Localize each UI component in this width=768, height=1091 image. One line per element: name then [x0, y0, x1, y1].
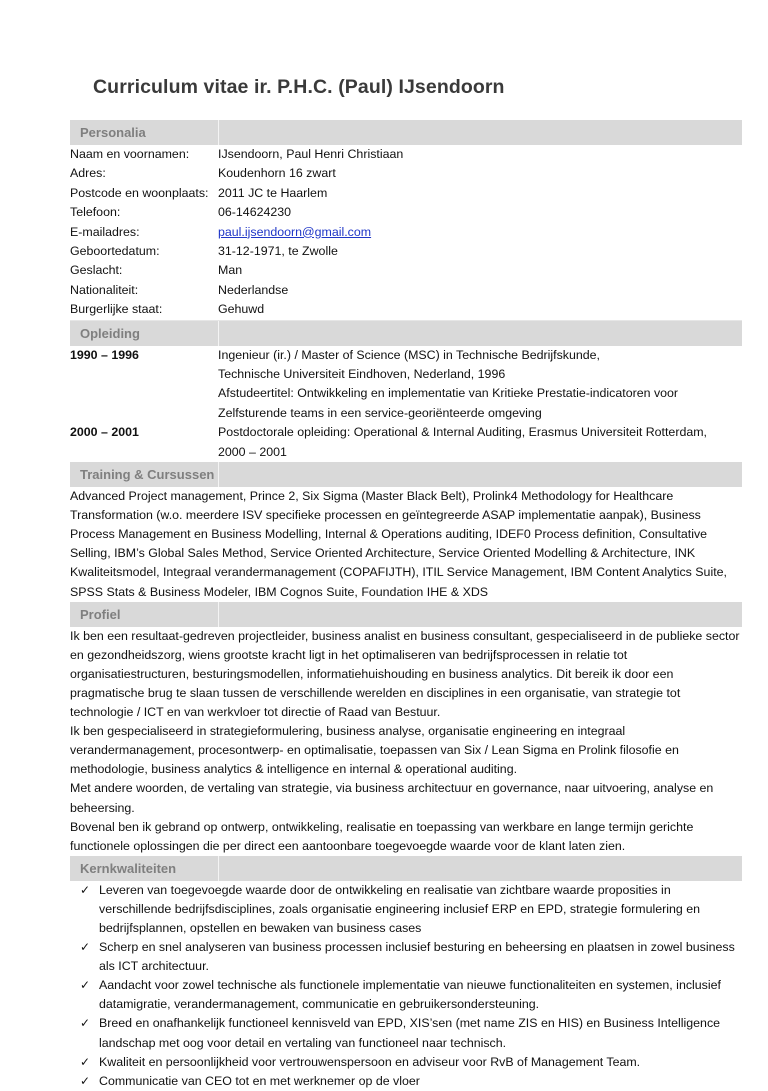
cv-document: [70, 120, 742, 1091]
education-line: Afstudeertitel: Ontwikkeling en implementatie van Kritieke Prestatie-indicatoren voor: [218, 386, 679, 401]
checkmark-icon: ✓: [80, 1016, 91, 1031]
checkmark-icon: ✓: [80, 1054, 91, 1069]
field-value: Man: [218, 263, 243, 278]
education-period: 2000 – 2001: [70, 425, 139, 440]
personalia-row-adres: [70, 164, 742, 183]
education-line: Zelfsturende teams in een service-georiënteerde omgeving: [218, 405, 542, 420]
personalia-row-geboortedatum: [70, 242, 742, 261]
list-item-text: Aandacht voor zowel technische als functionele implementatie van nieuwe functionaliteiten en systemen, inclusief datamigratie, verandermanagement, communicatie en gebruikersondersteuning.: [99, 978, 721, 1012]
core-qualities-list: [70, 881, 742, 1091]
field-value: Gehuwd: [218, 302, 265, 317]
education-line: Ingenieur (ir.) / Master of Science (MSC) in Technische Bedrijfskunde,: [218, 347, 600, 362]
field-label: Nationaliteit:: [70, 282, 139, 297]
personalia-row-postcode: [70, 184, 742, 203]
education-details: [218, 423, 742, 462]
section-heading-label: Personalia: [80, 125, 146, 140]
personalia-table: [70, 145, 742, 321]
personalia-row-nationaliteit: [70, 281, 742, 300]
education-entry: [70, 346, 742, 424]
section-heading-personalia: [70, 120, 742, 145]
field-value: IJsendoorn, Paul Henri Christiaan: [218, 147, 404, 161]
checkmark-icon: ✓: [80, 940, 91, 955]
list-item: [70, 976, 742, 1014]
list-item: [70, 1053, 742, 1072]
training-text: Advanced Project management, Prince 2, Six Sigma (Master Black Belt), Prolink4 Methodology for Healthcare Transformation (w.o. meerdere ISV specifieke processen en geïntegreerde ASAP implementatie aanpak), Business Process Management en Business Modelling, Internal & Operations auditing, IDEF0 Process definition, Consultative Selling, IBM’s Global Sales Method, Service Oriented Architecture, Service Oriented Modelling & Architecture, INK Kwaliteitsmodel, Integraal verandermanagement (COPAFIJTH), ITIL Service Management, IBM Content Analytics Suite, SPSS Stats & Business Modeler, IBM Cognos Suite, Foundation IHE & XDS: [70, 489, 727, 599]
list-item-text: Communicatie van CEO tot en met werknemer op de vloer: [99, 1073, 420, 1088]
personalia-row-geslacht: [70, 261, 742, 280]
education-line: Postdoctorale opleiding: Operational & Internal Auditing, Erasmus Universiteit Rotterdam,: [218, 425, 707, 440]
field-label: Geboortedatum:: [70, 244, 160, 259]
heading-divider: [218, 602, 219, 627]
field-value: 31-12-1971, te Zwolle: [218, 244, 338, 259]
field-label: Telefoon:: [70, 205, 121, 220]
section-heading-opleiding: [70, 321, 742, 346]
field-label: E-mailadres:: [70, 224, 140, 239]
field-value: 06-14624230: [218, 205, 292, 220]
list-item: [70, 938, 742, 976]
list-item: [70, 1014, 742, 1052]
field-label: Adres:: [70, 166, 106, 181]
heading-divider: [218, 856, 219, 881]
field-value: 2011 JC te Haarlem: [218, 185, 328, 200]
field-label: Burgerlijke staat:: [70, 302, 163, 317]
profile-paragraph: Ik ben gespecialiseerd in strategieformulering, business analyse, organisatie engineering en integraal verandermanagement, procesontwerp- en optimalisatie, toepassen van Six / Lean Sigma en Prolink filosofie en methodologie, business analytics & intelligence en internal & operational auditing.: [70, 724, 679, 777]
field-value: Koudenhorn 16 zwart: [218, 166, 336, 181]
profile-paragraph: Ik ben een resultaat-gedreven projectleider, business analist en business consultant, gespecialiseerd in de publieke sector en gezondheidszorg, wiens grootste kracht ligt in het optimaliseren van bedrijfsprocessen in relatie tot organisatiestructuren, besturingsmodellen, informatiehuishouding en business analytics. Dit bereik ik door een pragmatische brug te slaan tussen de verschillende werelden en disciplines in een organisatie, van strategie tot technologie / ICT en van werkvloer tot directie of Raad van Bestuur.: [70, 628, 740, 720]
list-item-text: Scherp en snel analyseren van business processen inclusief besturing en beheersing en plaatsen in zowel business als ICT architectuur.: [99, 940, 735, 974]
field-label: Geslacht:: [70, 263, 123, 278]
section-heading-profiel: [70, 602, 742, 627]
section-heading-label: Profiel: [80, 606, 121, 622]
page-title: Curriculum vitae ir. P.H.C. (Paul) IJsendoorn: [93, 76, 505, 98]
checkmark-icon: ✓: [80, 1073, 91, 1088]
education-period: 1990 – 1996: [70, 347, 139, 362]
list-item-text: Leveren van toegevoegde waarde door de ontwikkeling en realisatie van zichtbare waarde proposities in verschillende bedrijfsdisciplines, zoals organisatie engineering inclusief ERP en EPD, strategie formulering en bedrijfsplannen, opstellen en bewaken van business cases: [99, 882, 701, 935]
list-item: [70, 1072, 742, 1091]
personalia-row-telefoon: [70, 203, 742, 222]
section-heading-training: [70, 462, 742, 487]
list-item: [70, 881, 742, 938]
heading-divider: [218, 462, 219, 487]
personalia-row-naam: [70, 145, 742, 164]
education-entry: [70, 423, 742, 462]
field-value: Nederlandse: [218, 282, 289, 297]
field-label: Naam en voornamen:: [70, 147, 190, 161]
section-heading-label: Opleiding: [80, 325, 140, 341]
field-value: [218, 223, 742, 242]
list-item-text: Breed en onafhankelijk functioneel kennisveld van EPD, XIS’sen (met name ZIS en HIS) en Business Intelligence landschap met oog voor detail en vertaling van functioneel naar technisch.: [99, 1016, 721, 1050]
section-heading-label: Training & Cursussen: [80, 467, 215, 483]
list-item-text: Kwaliteit en persoonlijkheid voor vertrouwenspersoon en adviseur voor RvB of Management Team.: [99, 1054, 641, 1069]
email-link[interactable]: paul.ijsendoorn@gmail.com: [218, 224, 372, 239]
profile-paragraph: Bovenal ben ik gebrand op ontwerp, ontwikkeling, realisatie en toepassing van werkbare en lange termijn gerichte functionele oplossingen die per direct een aantoonbare toegevoegde waarde voor de klant laten zien.: [70, 819, 694, 853]
section-heading-label: Kernkwaliteiten: [80, 860, 177, 876]
checkmark-icon: ✓: [80, 882, 91, 897]
field-label: Postcode en woonplaats:: [70, 185, 209, 200]
heading-divider: [218, 321, 219, 346]
education-line: 2000 – 2001: [218, 444, 287, 459]
heading-divider: [218, 120, 219, 145]
education-line: Technische Universiteit Eindhoven, Nederland, 1996: [218, 367, 506, 382]
checkmark-icon: ✓: [80, 978, 91, 993]
personalia-row-email: [70, 223, 742, 242]
education-details: [218, 346, 742, 424]
section-heading-kernkwaliteiten: [70, 856, 742, 881]
personalia-row-burgerlijke-staat: [70, 300, 742, 319]
profile-paragraph: Met andere woorden, de vertaling van strategie, via business architectuur en governance, naar uitvoering, analyse en beheersing.: [70, 781, 714, 815]
